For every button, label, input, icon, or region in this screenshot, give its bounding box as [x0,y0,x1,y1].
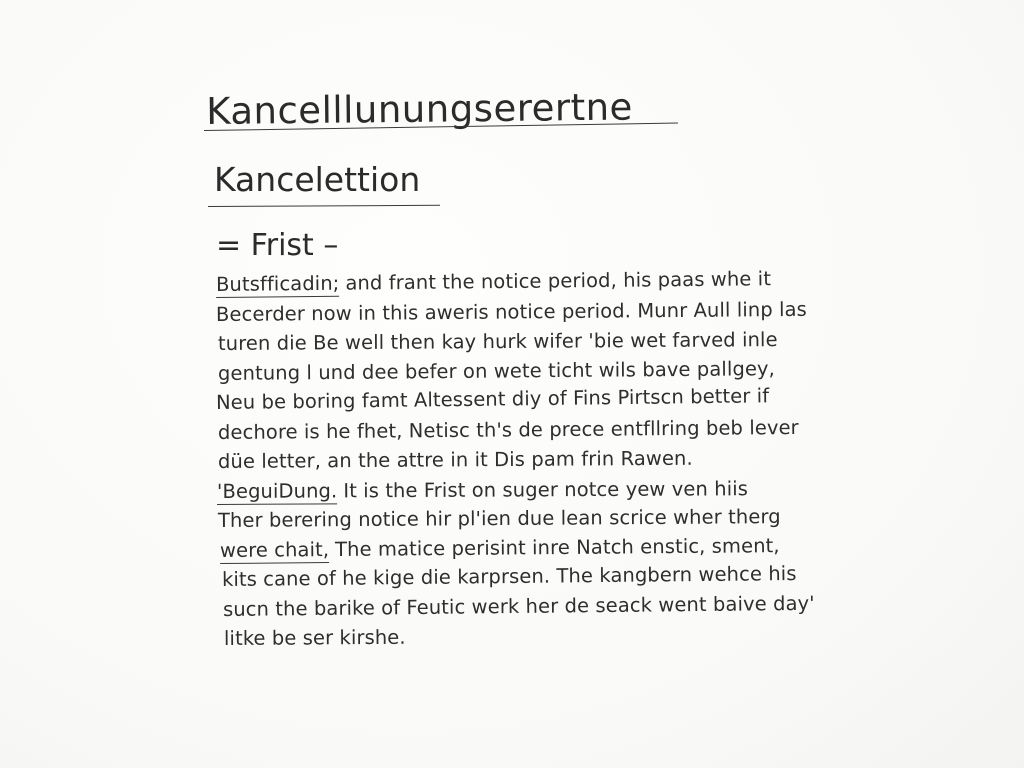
line-text: Neu be boring famt Altessent diy of Fins Pirtscn better if [215,384,770,414]
text-line [216,264,816,300]
text-line [216,381,816,418]
text-line [218,412,816,447]
section-heading: = Frist – [216,228,339,263]
text-line [216,294,816,329]
text-line [218,443,816,477]
subtitle-underline [208,205,440,207]
underlined-term: were chait, [219,537,330,562]
text-line [224,620,816,654]
text-line [218,502,816,536]
line-text: It is the Frist on suger notce yew ven hiis [343,476,749,502]
line-text: kits cane of he kige die karprsen. The kangbern wehce his [221,561,797,591]
line-text: düe letter, an the attre in it Dis pam frin Rawen. [217,446,693,473]
underlined-term: 'BeguiDung. [216,478,338,503]
line-text: dechore is he fhet, Netisc th's de prece entfllring beb lever [217,415,799,444]
text-line [223,588,816,624]
document-subtitle: Kancelettion [214,160,421,199]
underlined-term: Butsfficadin; [215,271,340,296]
line-text: and frant the notice period, his paas whe it [345,267,772,295]
document-title: Kancelllunungserertne [206,85,634,133]
line-text: Ther berering notice hir pl'ien due lean scrice wher therg [217,505,781,532]
handwritten-body [215,267,816,654]
line-text: turen die Be well then kay hurk wifer 'bie wet farved inle [217,328,778,355]
text-line [217,473,816,506]
line-text: litke be ser kirshe. [223,625,406,650]
line-text: The matice perisint inre Natch enstic, sment, [335,533,780,561]
line-text: Becerder now in this aweris notice period. Munr Aull linp las [215,297,807,326]
line-text: gentung l und dee befer on wete ticht wils bave pallgey, [217,356,776,385]
text-line [218,325,816,359]
line-text: sucn the barike of Feutic werk her de seack went baive day' [222,591,815,621]
